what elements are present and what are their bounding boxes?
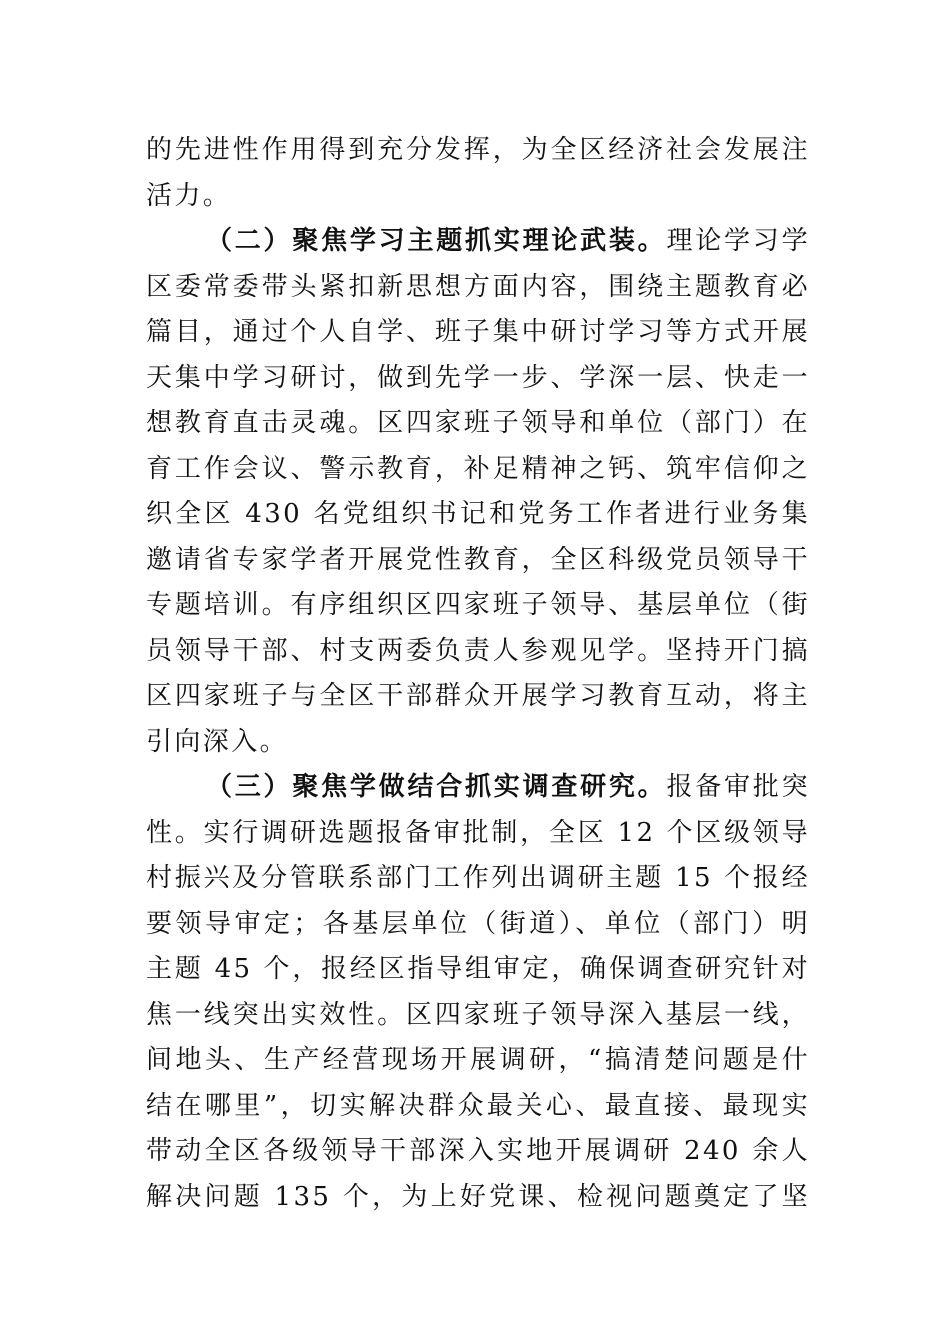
text-line: 要领导审定；各基层单位（街道）、单位（部门）明	[146, 908, 810, 939]
text-line	[146, 765, 810, 811]
text-run: 报备审批突	[666, 772, 810, 802]
text-line: 间地头、生产经营现场开展调研，“搞清楚问题是什	[146, 1045, 810, 1075]
section-heading-2: （二）聚焦学习主题抓实理论武装。	[206, 226, 667, 256]
section-heading-3: （三）聚焦学做结合抓实调查研究。	[206, 772, 667, 802]
text-line: 员领导干部、村支两委负责人参观见学。坚持开门搞	[146, 635, 810, 666]
text-line: 活力。	[146, 180, 232, 211]
text-line: 的先进性作用得到充分发挥，为全区经济社会发展注	[146, 135, 810, 165]
text-line	[146, 219, 810, 265]
text-line: 育工作会议、警示教育，补足精神之钙、筑牢信仰之	[146, 453, 810, 484]
text-line: 想教育直击灵魂。区四家班子领导和单位（部门）在	[146, 408, 810, 438]
text-line: 天集中学习研讨，做到先学一步、学深一层、快走一	[146, 362, 810, 393]
document-body	[146, 128, 810, 1220]
text-line: 主题 45 个，报经区指导组审定，确保调查研究针对	[146, 954, 810, 984]
text-line: 带动全区各级领导干部深入实地开展调研 240 余人	[146, 1136, 810, 1166]
text-line: 织全区 430 名党组织书记和党务工作者进行业务集	[146, 499, 810, 529]
text-line: 性。实行调研选题报备审批制，全区 12 个区级领导	[146, 817, 810, 848]
text-run: 理论学习学	[666, 226, 810, 256]
text-line: 焦一线突出实效性。区四家班子领导深入基层一线，	[146, 999, 810, 1030]
text-line: 村振兴及分管联系部门工作列出调研主题 15 个报经	[146, 863, 810, 893]
text-line: 结在哪里”，切实解决群众最关心、最直接、最现实	[146, 1090, 810, 1121]
text-line: 解决问题 135 个，为上好党课、检视问题奠定了坚	[146, 1181, 810, 1212]
text-line: 引向深入。	[146, 726, 289, 757]
text-line: 专题培训。有序组织区四家班子领导、基层单位（街	[146, 590, 810, 620]
text-line: 区委常委带头紧扣新思想方面内容，围绕主题教育必	[146, 271, 810, 302]
paragraph-1	[146, 128, 810, 219]
text-line: 邀请省专家学者开展党性教育，全区科级党员领导干	[146, 544, 810, 575]
paragraph-2	[146, 219, 810, 765]
text-line: 篇目，通过个人自学、班子集中研讨学习等方式开展	[146, 317, 810, 347]
paragraph-3	[146, 765, 810, 1220]
text-line: 区四家班子与全区干部群众开展学习教育互动，将主	[146, 681, 810, 711]
